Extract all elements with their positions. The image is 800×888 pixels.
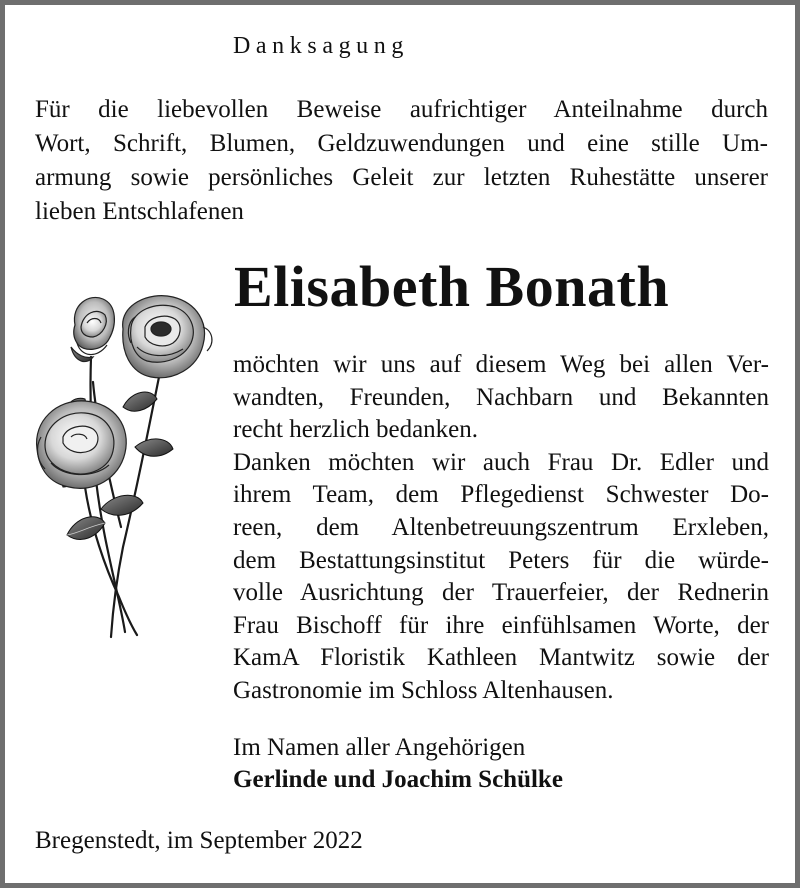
thanks-line: reen, dem Altenbetreuungszentrum Erxleben, xyxy=(233,513,769,541)
signature-lead: Im Namen aller Angehörigen xyxy=(233,734,526,761)
thanks-line: Frau Bischoff für ihre einfühlsamen Worte, der xyxy=(233,611,769,639)
notice-title: Danksagung xyxy=(233,33,409,59)
thanks-line: KamA Floristik Kathleen Mantwitz sowie der xyxy=(233,644,769,672)
place-date: Bregenstedt, im September 2022 xyxy=(35,827,363,854)
thanks-line: Gastronomie im Schloss Altenhausen. xyxy=(233,676,614,704)
rose-bud xyxy=(71,297,114,361)
rose-open xyxy=(123,296,212,378)
thanks-line: dem Bestattungsinstitut Peters für die würde- xyxy=(233,546,769,574)
thanks-line: recht herzlich bedanken. xyxy=(233,416,479,444)
thanks-line: Danken möchten wir auch Frau Dr. Edler und xyxy=(233,448,769,476)
intro-line: lieben Entschlafenen xyxy=(35,198,244,225)
thanks-line: volle Ausrichtung der Trauerfeier, der Rednerin xyxy=(233,579,769,607)
thanks-line: ihrem Team, dem Pflegedienst Schwester Do- xyxy=(233,481,769,509)
thanks-paragraph xyxy=(233,349,769,708)
intro-line: Wort, Schrift, Blumen, Geldzuwendungen und eine stille Um- xyxy=(35,130,768,157)
signature-names: Gerlinde und Joachim Schülke xyxy=(233,766,563,793)
roses-illustration xyxy=(27,287,222,642)
deceased-name: Elisabeth Bonath xyxy=(234,254,670,319)
thanks-line: möchten wir uns auf diesem Weg bei allen Ver- xyxy=(233,351,769,378)
thanks-line: wandten, Freunden, Nachbarn und Bekannten xyxy=(233,383,769,411)
intro-paragraph xyxy=(35,93,768,229)
intro-line: armung sowie persönliches Geleit zur letzten Ruhestätte unserer xyxy=(35,164,768,191)
rose-middle xyxy=(37,401,127,489)
intro-line: Für die liebevollen Beweise aufrichtiger Anteilnahme durch xyxy=(35,96,768,123)
